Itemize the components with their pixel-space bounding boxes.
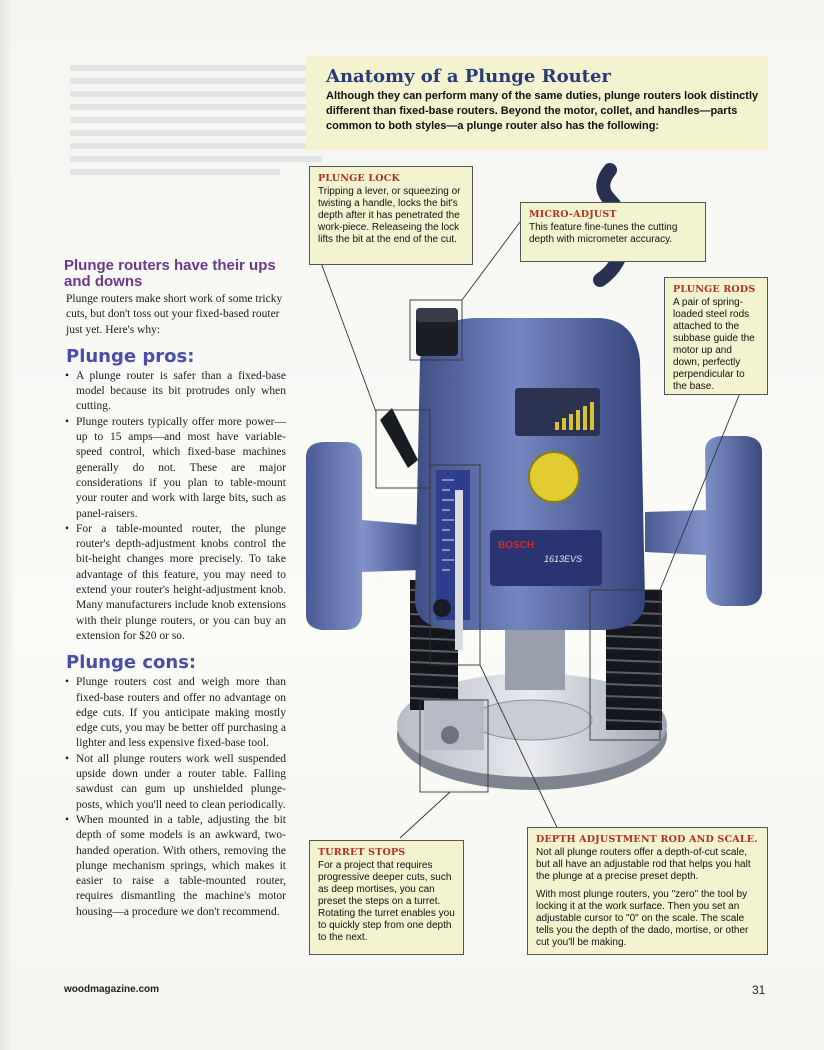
brand-name: BOSCH bbox=[498, 540, 535, 551]
depth-adjustment-title: DEPTH ADJUSTMENT ROD AND SCALE. bbox=[536, 834, 758, 845]
callout-plunge-rods bbox=[664, 277, 768, 395]
right-handle bbox=[645, 436, 762, 606]
turret-stops-title: TURRET STOPS bbox=[318, 847, 406, 858]
plunge-lock-text: Tripping a lever, or squeezing or twisting a handle, locks the bit's depth after it has penetrated the work-piece. Releaseing the lock lifts the bit at the end of the cut. bbox=[318, 186, 461, 245]
footer-site: woodmagazine.com bbox=[64, 984, 160, 995]
cons-heading: Plunge cons: bbox=[66, 652, 197, 674]
updown-heading: Plunge routers have their ups and downs bbox=[64, 257, 276, 290]
collet-housing bbox=[505, 620, 565, 690]
turret-stops-text: For a project that requires progressive deeper cuts, such as deep mortises, you can preset the steps on a turret. Rotating the turret enables you to quickly step from one depth to the next. bbox=[318, 860, 455, 943]
anatomy-header-box bbox=[306, 56, 768, 150]
depth-adjustment-text-2: With most plunge routers, you "zero" the tool by locking it at the work surface. Then you set an adjustable cursor to "0" on the scale. The scale tells you the depth of the dado, mortise, or other cut you'll be making. bbox=[536, 889, 749, 948]
depth-rod bbox=[455, 490, 463, 650]
speed-dial bbox=[529, 452, 579, 502]
pros-list bbox=[64, 369, 286, 644]
updown-intro: Plunge routers make short work of some tricky cuts, but don't toss out your fixed-based router just yet. Here's why: bbox=[66, 293, 283, 336]
pros-item: • For a table-mounted router, the plunge router's depth-adjustment knobs control the bit-height changes more precisely. To take advantage of this feature, you may need to extend your router's height-adjustment knob. Many manufacturers include knob extensions with their plunge routers, or you can buy an extension for $20 or so. bbox=[64, 522, 286, 644]
pros-item: • Plunge routers typically offer more power—up to 15 amps—and most have variable-speed control, which fixed-base machines generally do not. These are major considerations if you plan to table-mount your router and work with large bits, such as panel-raisers. bbox=[64, 415, 286, 522]
plunge-lock-title: PLUNGE LOCK bbox=[318, 173, 400, 184]
model-number: 1613EVS bbox=[544, 554, 583, 564]
depth-lock-knob bbox=[433, 599, 451, 617]
depth-adjustment-text-1: Not all plunge routers offer a depth-of-cut scale, but all have an adjustable rod that helps you halt the plunge at a precise preset depth. bbox=[536, 847, 751, 882]
cons-item: • Plunge routers cost and weigh more than fixed-base routers and offer no advantage on edge cuts. If you anticipate making mostly edge cuts, you may be better off purchasing a lighter and less expensive fixed-base tool. bbox=[64, 675, 286, 751]
anatomy-title: Anatomy of a Plunge Router bbox=[326, 66, 611, 87]
callout-turret-stops bbox=[309, 840, 464, 955]
depth-scale bbox=[436, 470, 470, 620]
pros-heading: Plunge pros: bbox=[66, 345, 195, 367]
plunge-rods-text: A pair of spring-loaded steel rods attached to the subbase guide the motor up and down, perfectly perpendicular to the base. bbox=[673, 297, 755, 392]
plunge-rods-title: PLUNGE RODS bbox=[673, 284, 756, 295]
micro-adjust-title: MICRO-ADJUST bbox=[529, 209, 617, 220]
page-number: 31 bbox=[752, 983, 766, 997]
plunge-lock-lever bbox=[380, 408, 418, 468]
cons-list bbox=[64, 675, 286, 920]
callout-micro-adjust bbox=[520, 202, 706, 262]
base-opening bbox=[472, 700, 592, 740]
micro-adjust-text: This feature fine-tunes the cutting depth with micrometer accuracy. bbox=[529, 222, 678, 245]
callout-plunge-lock bbox=[309, 166, 473, 265]
callout-depth-adjustment bbox=[527, 827, 768, 955]
cons-item: • Not all plunge routers work well suspended upside down under a router table. Falling sawdust can gum up unshielded plunge-posts, which you'll need to clean periodically. bbox=[64, 752, 286, 813]
left-column bbox=[64, 258, 286, 920]
left-handle bbox=[306, 442, 420, 630]
cons-item: • When mounted in a table, adjusting the bit depth of some models is an awkward, two-handed operation. With others, removing the plunge mechanism springs, which makes it easier to raise a table-mounted router, requires dismantling the machine's motor housing—a procedure we don't recommend. bbox=[64, 813, 286, 920]
pros-item: • A plunge router is safer than a fixed-base model because its bit protrudes only when cutting. bbox=[64, 369, 286, 415]
page-spine-shadow bbox=[0, 0, 14, 1050]
anatomy-intro: Although they can perform many of the same duties, plunge routers look distinctly different than fixed-base routers. Beyond the motor, collet, and handles—parts common to both styles—a plunge router also has the following: bbox=[326, 90, 759, 132]
